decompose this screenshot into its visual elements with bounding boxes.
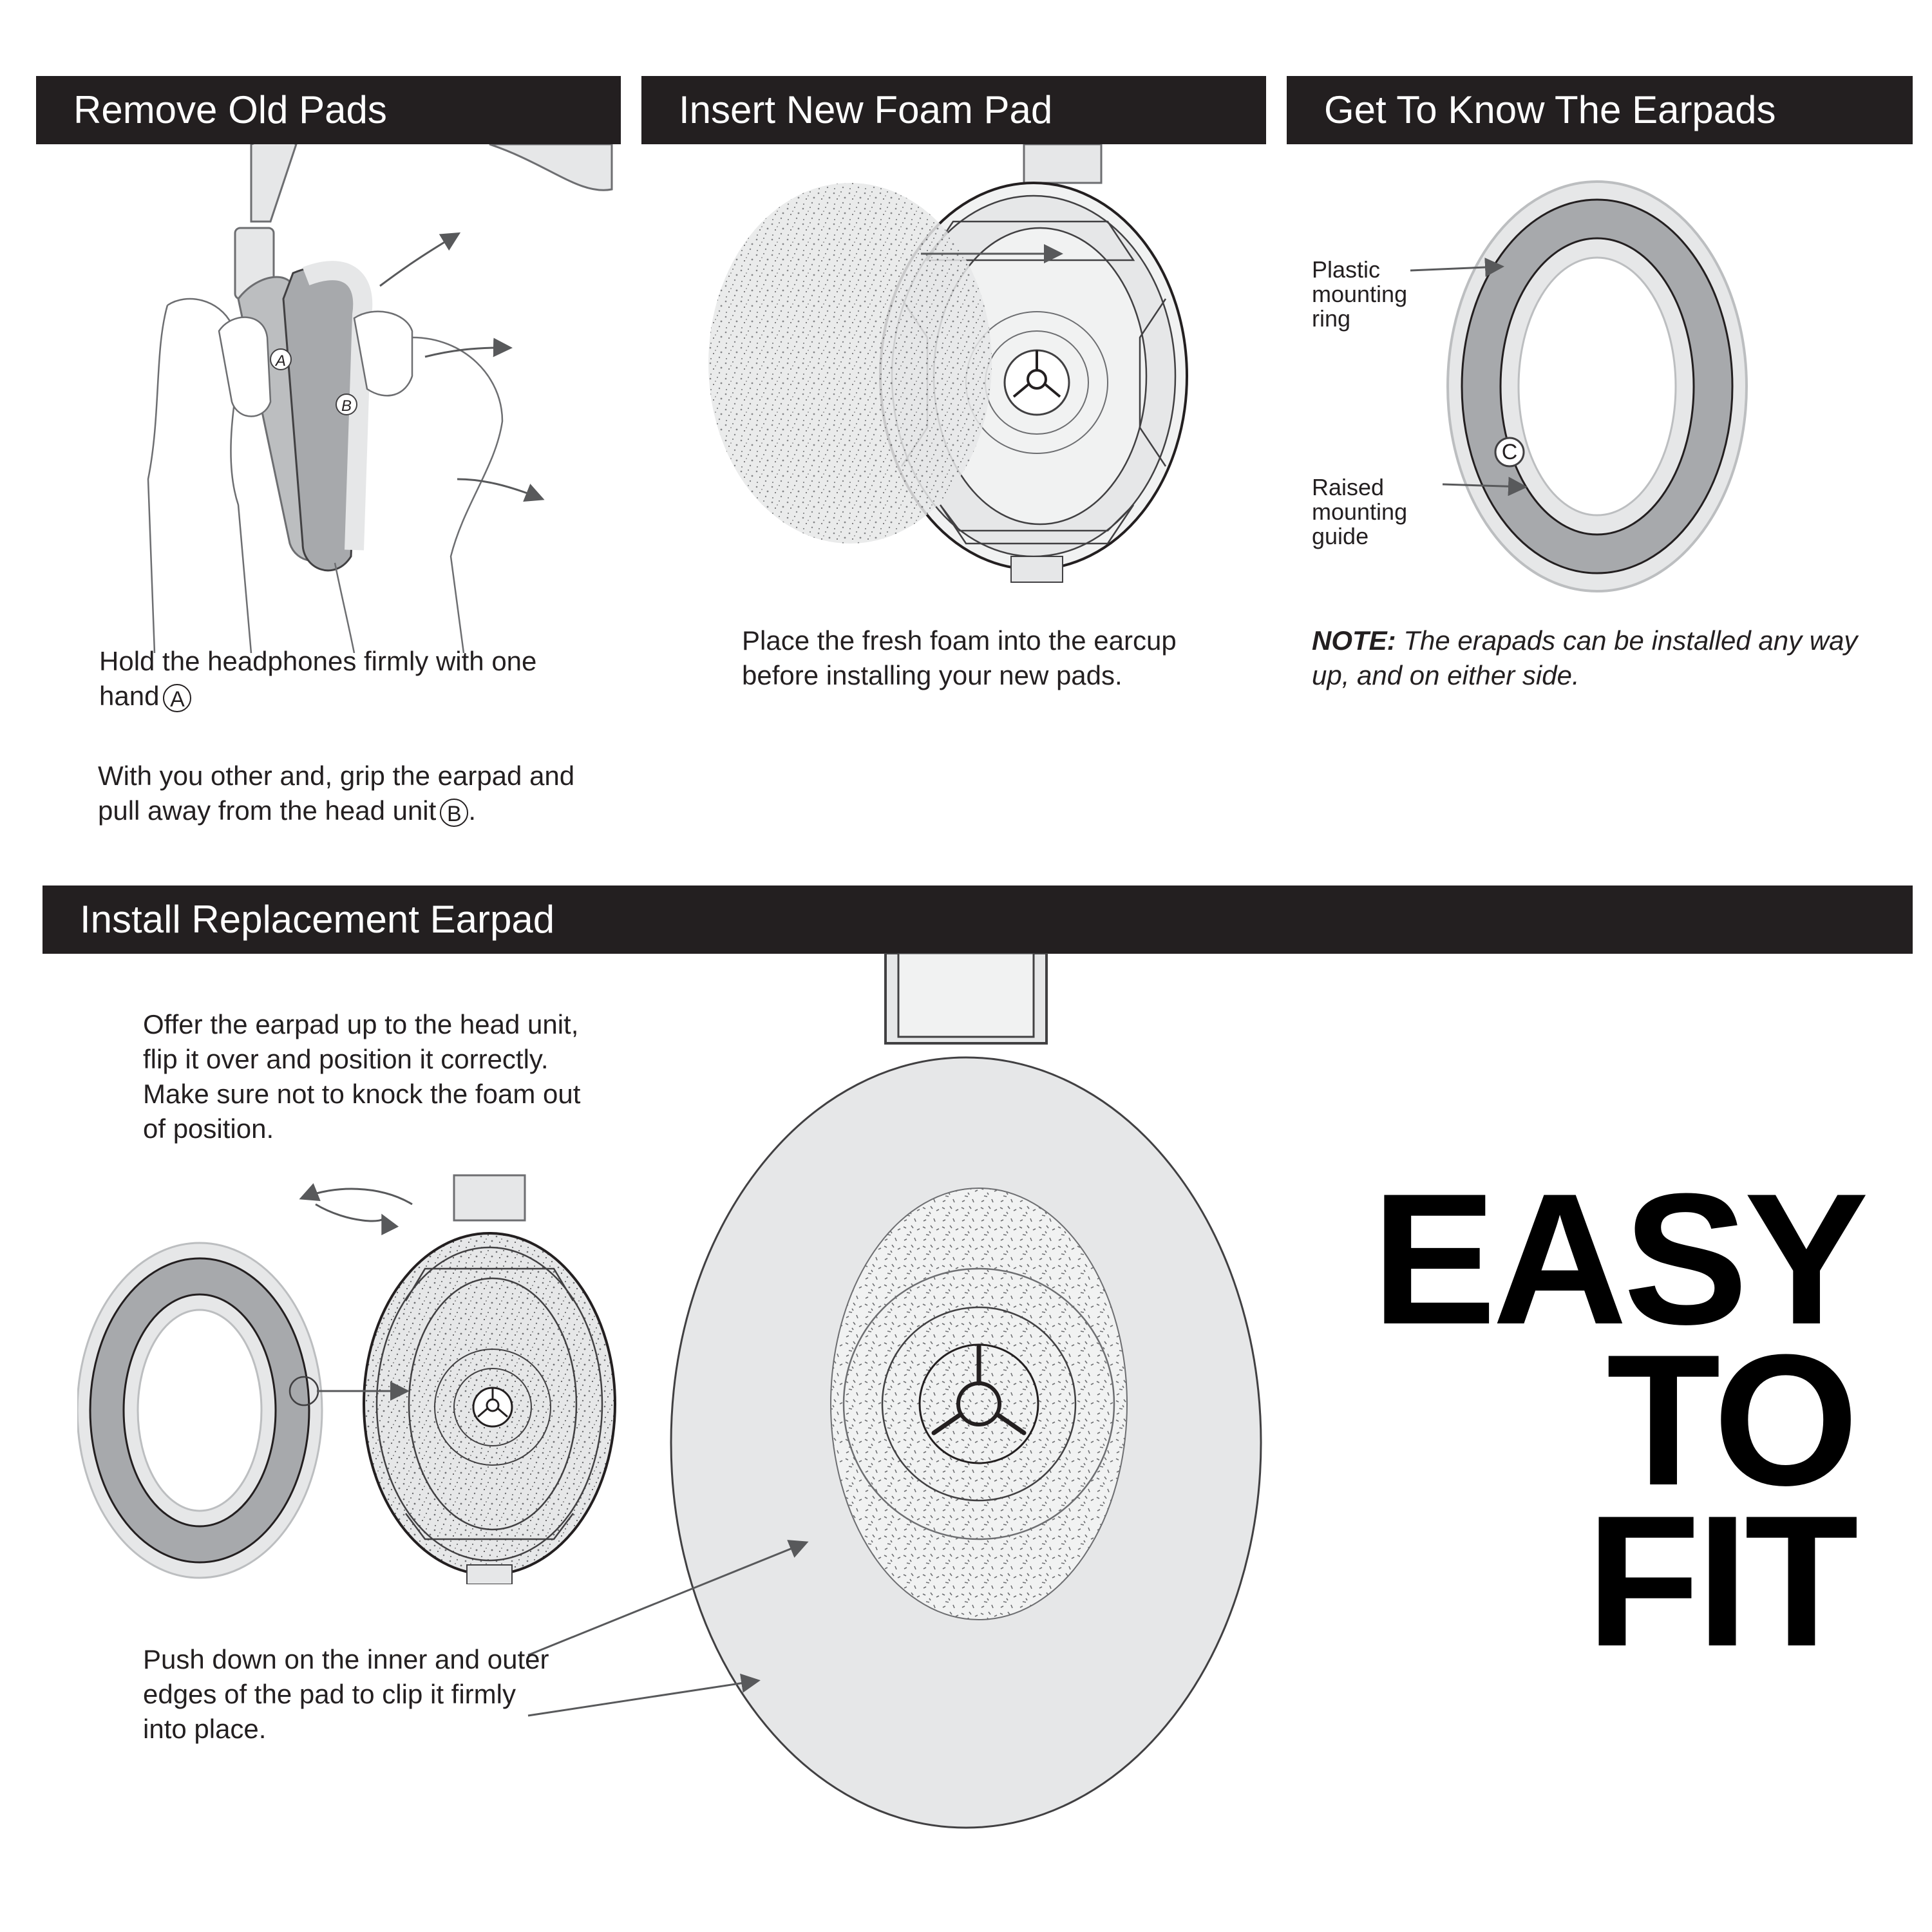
slogan-easy: EASY [1372,1155,1865,1363]
slogan-fit: FIT [1586,1477,1855,1685]
mounting-guide-label: Raised mounting guide [1312,474,1408,549]
plastic-ring-label: Plastic mounting ring [1312,256,1408,332]
label-a: A [275,352,286,370]
install-step2-text: Push down on the inner and outer edges of the pad to clip it firmly into place. [143,1644,549,1744]
remove-step1-text: Hold the headphones firmly with one hand A [99,646,537,712]
install-small-illustration [77,1172,631,1584]
insert-foam-text: Place the fresh foam into the earcup before installing your new pads. [742,625,1177,690]
know-earpads-header: Get To Know The Earpads [1287,76,1913,144]
slogan-to: TO [1606,1316,1855,1524]
label-b: B [341,397,352,415]
insert-foam-pad-header: Insert New Foam Pad [641,76,1266,144]
remove-pads-illustration [129,144,618,653]
marker-a-icon: A [163,684,191,712]
insert-foam-illustration [708,144,1211,595]
remove-step2-text: With you other and, grip the earpad and pull away from the head unit B . [98,761,575,826]
remove-old-pads-header: Remove Old Pads [36,76,621,144]
install-earpad-header: Install Replacement Earpad [43,886,1913,954]
install-step1-text: Offer the earpad up to the head unit, flip it over and position it correctly. Make sure not to knock the foam out of position. [143,1009,581,1144]
label-c: C [1501,440,1518,464]
note-text: NOTE: The erapads can be installed any way up, and on either side. [1312,625,1858,690]
marker-b-icon: B [440,799,468,827]
